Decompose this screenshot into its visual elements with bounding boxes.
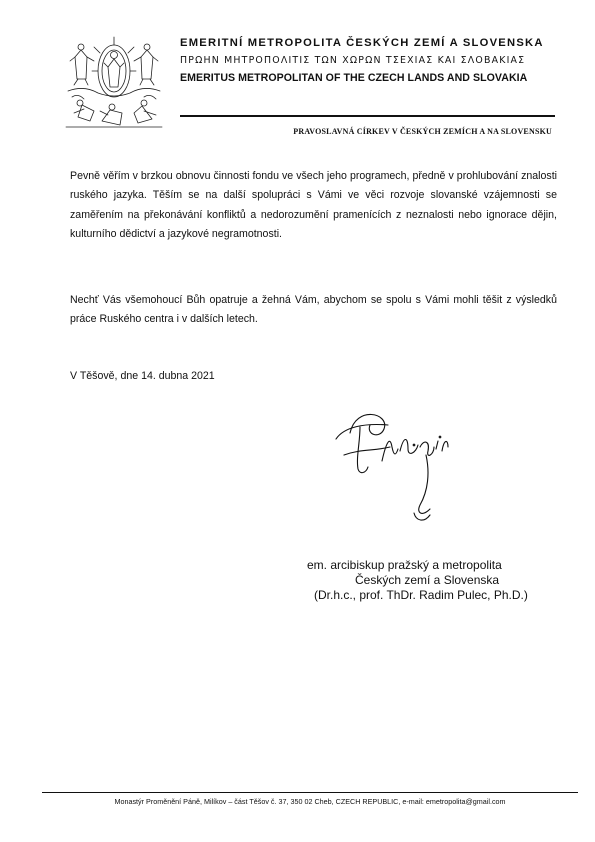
letterhead-title-english: EMERITUS METROPOLITAN OF THE CZECH LANDS AND SLOVAKIA [180,72,528,84]
footer-address: Monastýr Proměnění Páně, Milíkov – část Těšov č. 37, 350 02 Cheb, CZECH REPUBLIC, e-mail: emetropolita@gmail.com [114,797,506,806]
letterhead-divider [180,115,555,117]
signatory-name: (Dr.h.c., prof. ThDr. Radim Pulec, Ph.D.) [314,588,528,602]
date-line: V Těšově, dne 14. dubna 2021 [70,370,215,382]
letterhead-title-czech: EMERITNÍ METROPOLITA ČESKÝCH ZEMÍ A SLOVENSKA [180,37,544,49]
footer-divider [42,792,578,793]
body-paragraph-1: Pevně věřím v brzkou obnovu činnosti fondu ve všech jeho programech, předně v prohlubování znalosti ruského jazyka. Těším se na další spolupráci s Vámi ve věci rozvoje slovanské vzájemnosti se zaměřením na překonávání konfliktů a nedorozumění pramenících z neznalosti nebo ignorace dějin, kulturního dědictví a jazykové negramotnosti. [70,170,557,240]
transfiguration-icon [64,33,164,129]
signature-title-line-2: Českých zemí a Slovenska [355,573,500,587]
body-paragraph-2: Nechť Vás všemohoucí Bůh opatruje a žehná Vám, abychom se spolu s Vámi mohli těšit z výsledků práce Ruského centra i v dalších letech. [70,294,557,326]
signature-title-line-1: em. arcibiskup pražský a metropolita [307,558,502,572]
church-name: PRAVOSLAVNÁ CÍRKEV V ČESKÝCH ZEMÍCH A NA SLOVENSKU [293,127,552,136]
handwritten-signature [330,395,480,540]
letterhead-title-greek: ΠΡΩΗΝ ΜΗΤΡΟΠΟΛΙΤΙΣ ΤΩΝ ΧΩΡΩΝ ΤΣΕΧΙΑΣ ΚΑΙ ΣΛΟΒΑΚΙΑΣ [180,55,526,66]
